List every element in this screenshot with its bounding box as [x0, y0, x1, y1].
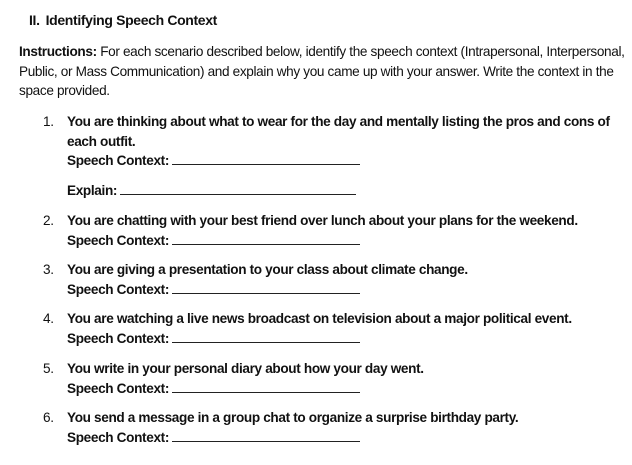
explain-blank[interactable]	[120, 182, 356, 195]
item-number: 3.	[43, 262, 54, 277]
speech-context-label: Speech Context:	[67, 380, 170, 396]
speech-context-blank[interactable]	[172, 380, 360, 393]
speech-context-label: Speech Context:	[67, 232, 170, 248]
item-number: 6.	[43, 410, 54, 425]
speech-context-blank[interactable]	[172, 330, 360, 343]
speech-context-field	[67, 151, 632, 171]
speech-context-field	[67, 280, 632, 300]
instructions-text: For each scenario described below, identify the speech context (Intrapersonal, Interpersonal, Public, or Mass Communication) and explain why you came up with your answer. Write the context in the space provided.	[19, 44, 625, 98]
item-number: 4.	[43, 311, 54, 326]
speech-context-blank[interactable]	[172, 429, 360, 442]
instructions	[19, 42, 629, 101]
speech-context-label: Speech Context:	[67, 281, 170, 297]
speech-context-label: Speech Context:	[67, 330, 170, 346]
question-text: You are chatting with your best friend over lunch about your plans for the weekend.	[67, 213, 578, 228]
question-text: You are giving a presentation to your class about climate change.	[67, 262, 468, 277]
speech-context-blank[interactable]	[172, 281, 360, 294]
item-number: 2.	[43, 213, 54, 228]
speech-context-field	[67, 428, 632, 448]
question-text: You are thinking about what to wear for the day and mentally listing the pros and cons of each outfit.	[67, 114, 610, 149]
speech-context-field	[67, 329, 632, 349]
speech-context-field	[67, 231, 632, 251]
speech-context-blank[interactable]	[172, 232, 360, 245]
item-number: 1.	[43, 114, 54, 129]
question-text: You write in your personal diary about how your day went.	[67, 361, 424, 376]
speech-context-label: Speech Context:	[67, 429, 170, 445]
speech-context-field	[67, 379, 632, 399]
question-text: You are watching a live news broadcast on television about a major political event.	[67, 311, 572, 326]
speech-context-blank[interactable]	[172, 152, 360, 165]
item-number: 5.	[43, 361, 54, 376]
explain-field	[67, 181, 632, 201]
question-text: You send a message in a group chat to organize a surprise birthday party.	[67, 410, 519, 425]
section-numeral: II.	[29, 12, 40, 28]
section-title-text: Identifying Speech Context	[45, 12, 217, 28]
speech-context-label: Speech Context:	[67, 153, 170, 168]
instructions-label: Instructions:	[19, 44, 97, 59]
explain-label: Explain:	[67, 182, 118, 198]
section-title	[29, 12, 217, 28]
